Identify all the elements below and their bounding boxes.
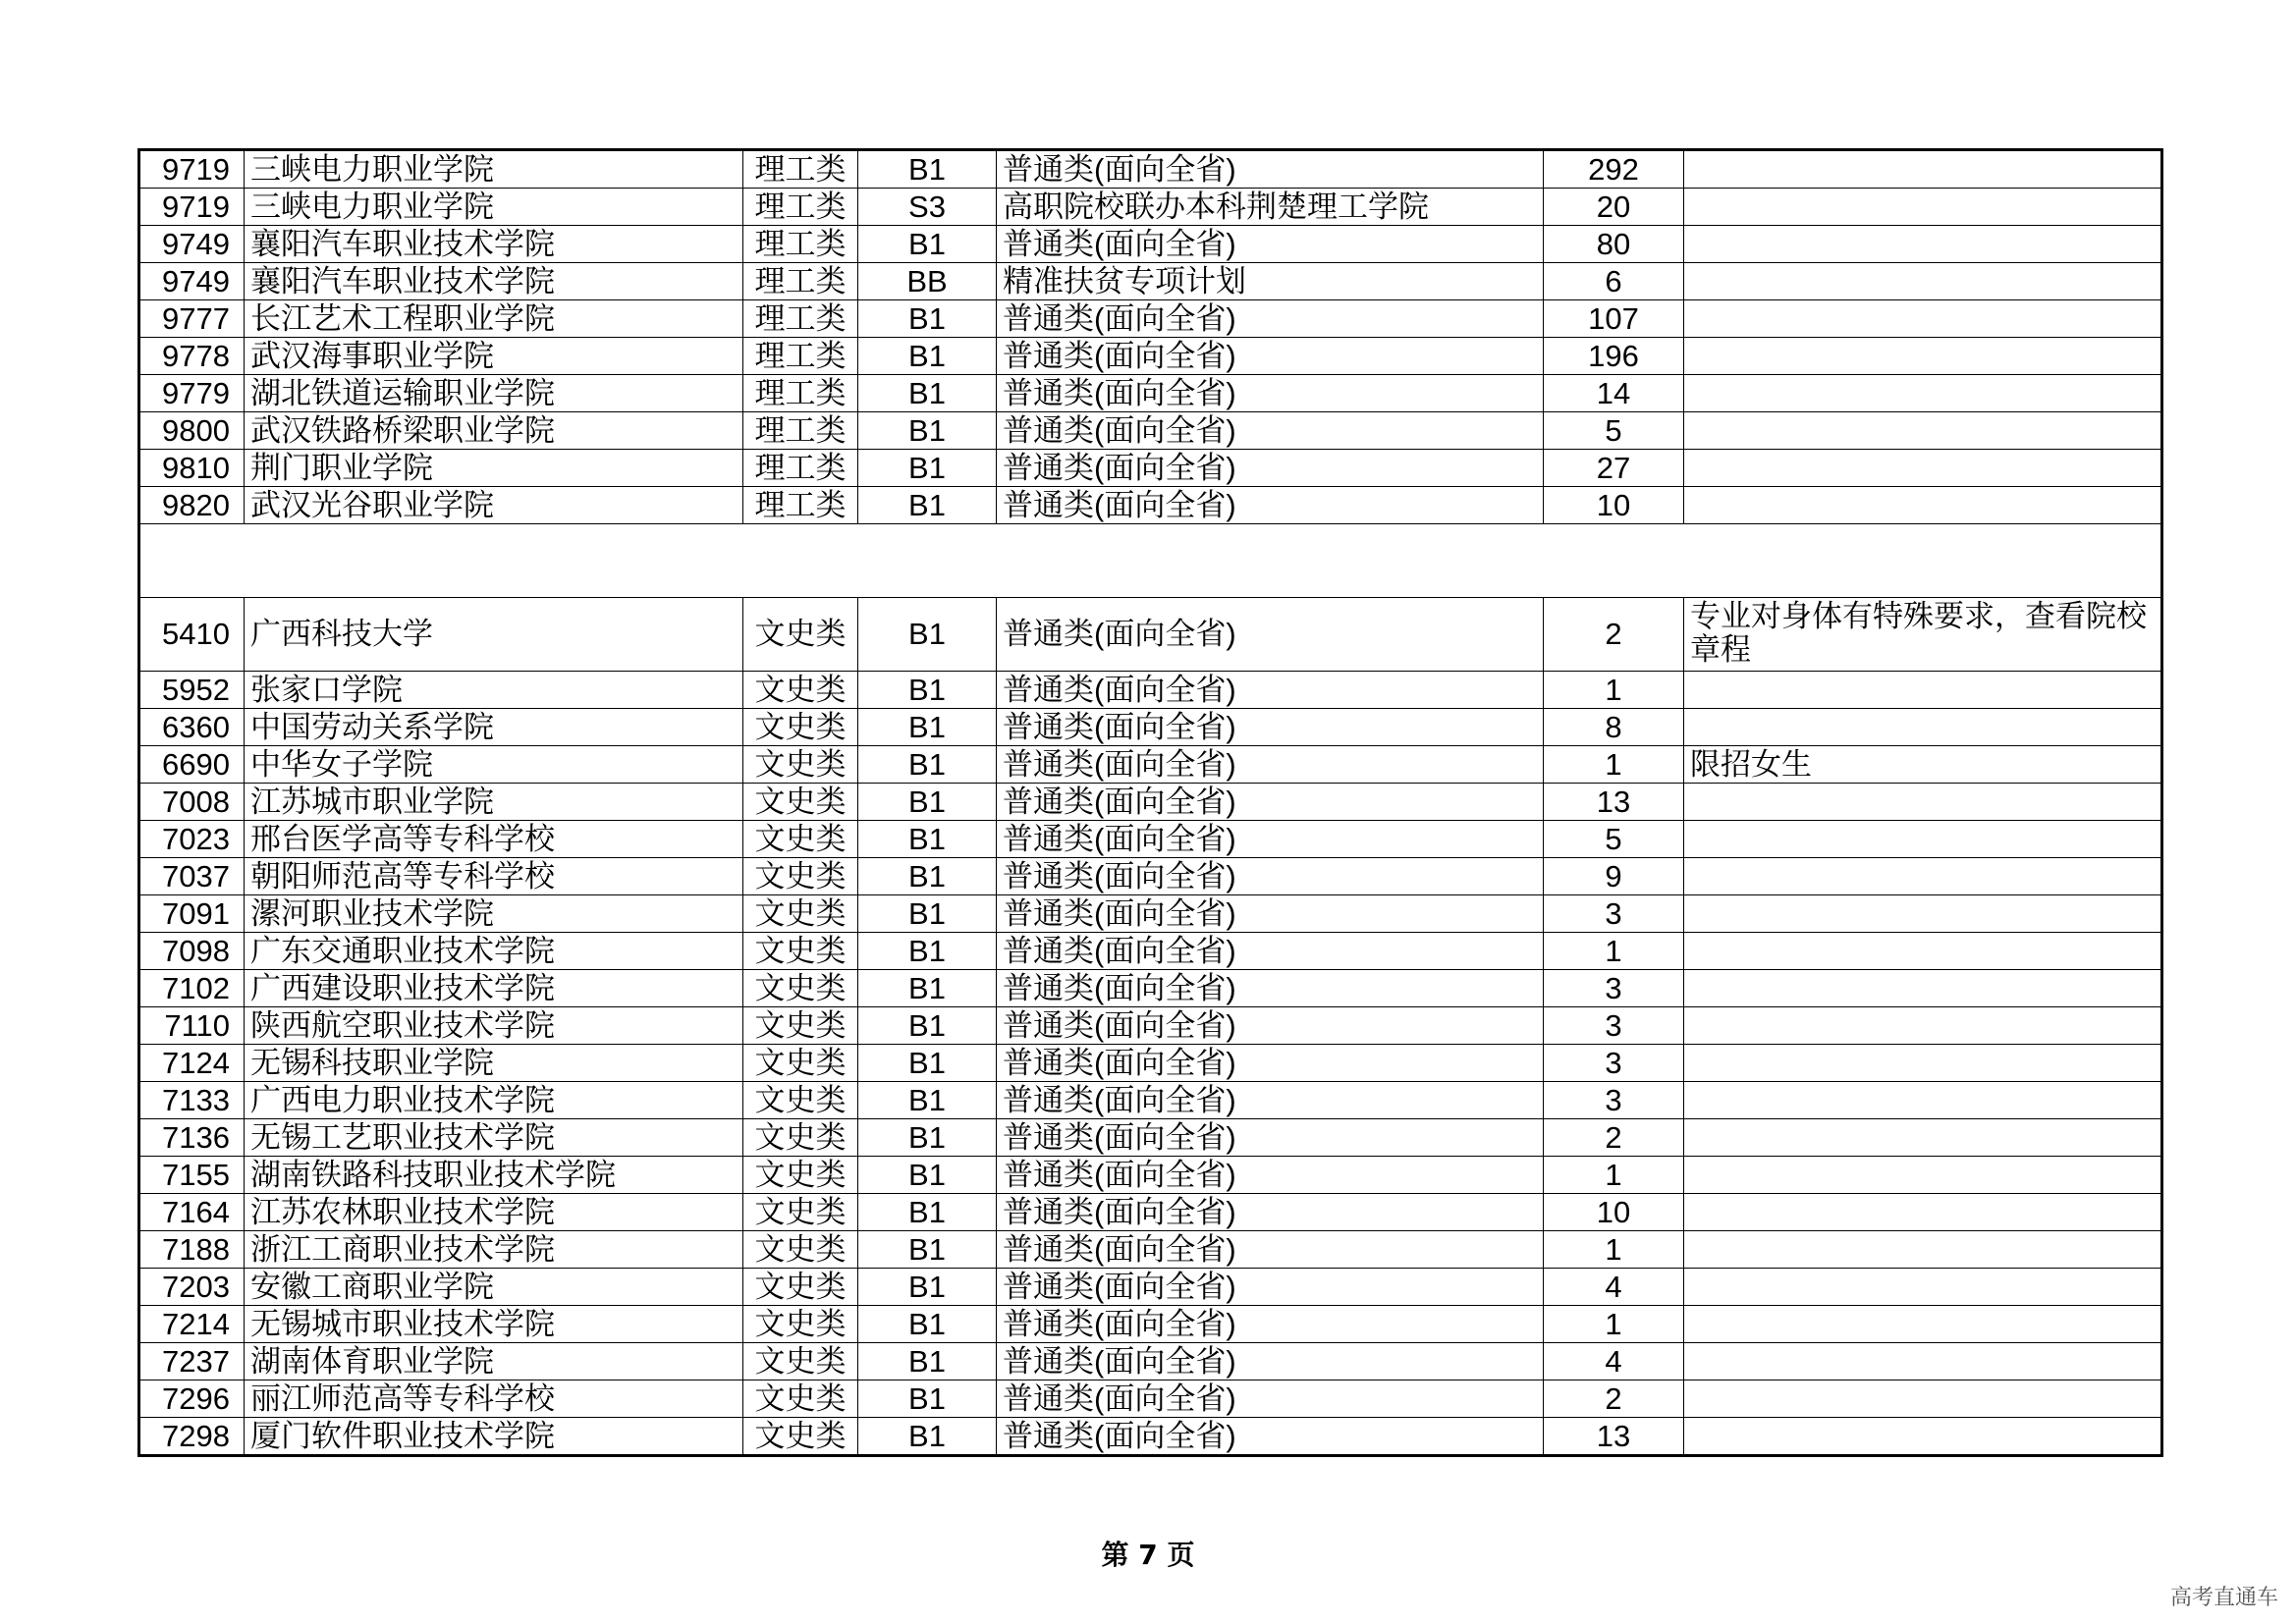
batch-cell: B1 xyxy=(858,375,997,412)
batch-cell: B1 xyxy=(858,1269,997,1306)
school-name-cell: 武汉铁路桥梁职业学院 xyxy=(245,412,743,450)
plan-count-cell: 3 xyxy=(1544,895,1684,933)
category-cell: 文史类 xyxy=(743,1380,858,1418)
school-name-cell: 无锡科技职业学院 xyxy=(245,1045,743,1082)
remark-cell xyxy=(1684,1343,2162,1380)
category-cell: 文史类 xyxy=(743,709,858,746)
category-cell: 理工类 xyxy=(743,300,858,338)
table-row xyxy=(139,1231,2162,1269)
table-row xyxy=(139,300,2162,338)
plan-type-cell: 普通类(面向全省) xyxy=(997,1045,1544,1082)
table-row xyxy=(139,784,2162,821)
plan-type-cell: 普通类(面向全省) xyxy=(997,746,1544,784)
category-cell: 文史类 xyxy=(743,1082,858,1119)
table-row xyxy=(139,1082,2162,1119)
remark-cell xyxy=(1684,450,2162,487)
plan-type-cell: 普通类(面向全省) xyxy=(997,1082,1544,1119)
table-row xyxy=(139,858,2162,895)
category-cell: 文史类 xyxy=(743,746,858,784)
school-name-cell: 朝阳师范高等专科学校 xyxy=(245,858,743,895)
batch-cell: B1 xyxy=(858,1119,997,1157)
school-code-cell: 9779 xyxy=(139,375,245,412)
remark-cell xyxy=(1684,933,2162,970)
plan-count-cell: 10 xyxy=(1544,487,1684,524)
category-cell: 理工类 xyxy=(743,450,858,487)
table-row xyxy=(139,933,2162,970)
school-name-cell: 武汉光谷职业学院 xyxy=(245,487,743,524)
batch-cell: B1 xyxy=(858,1045,997,1082)
batch-cell: B1 xyxy=(858,1380,997,1418)
school-name-cell: 江苏城市职业学院 xyxy=(245,784,743,821)
remark-cell xyxy=(1684,858,2162,895)
school-name-cell: 中华女子学院 xyxy=(245,746,743,784)
plan-count-cell: 13 xyxy=(1544,1418,1684,1456)
batch-cell: B1 xyxy=(858,858,997,895)
batch-cell: B1 xyxy=(858,1082,997,1119)
table-row xyxy=(139,1045,2162,1082)
category-cell: 理工类 xyxy=(743,338,858,375)
plan-count-cell: 9 xyxy=(1544,858,1684,895)
plan-count-cell: 5 xyxy=(1544,412,1684,450)
plan-type-cell: 普通类(面向全省) xyxy=(997,226,1544,263)
plan-type-cell: 普通类(面向全省) xyxy=(997,300,1544,338)
category-cell: 理工类 xyxy=(743,412,858,450)
remark-cell xyxy=(1684,895,2162,933)
school-code-cell: 9778 xyxy=(139,338,245,375)
school-code-cell: 7298 xyxy=(139,1418,245,1456)
school-name-cell: 广西建设职业技术学院 xyxy=(245,970,743,1007)
plan-count-cell: 196 xyxy=(1544,338,1684,375)
remark-cell xyxy=(1684,709,2162,746)
plan-type-cell: 普通类(面向全省) xyxy=(997,450,1544,487)
batch-cell: B1 xyxy=(858,970,997,1007)
table-row xyxy=(139,1119,2162,1157)
plan-type-cell: 普通类(面向全省) xyxy=(997,1231,1544,1269)
category-cell: 理工类 xyxy=(743,189,858,226)
plan-count-cell: 1 xyxy=(1544,1306,1684,1343)
remark-cell xyxy=(1684,1082,2162,1119)
batch-cell: B1 xyxy=(858,1157,997,1194)
school-code-cell: 7008 xyxy=(139,784,245,821)
plan-count-cell: 13 xyxy=(1544,784,1684,821)
category-cell: 文史类 xyxy=(743,1119,858,1157)
school-code-cell: 9800 xyxy=(139,412,245,450)
category-cell: 文史类 xyxy=(743,672,858,709)
category-cell: 文史类 xyxy=(743,1157,858,1194)
batch-cell: B1 xyxy=(858,784,997,821)
plan-type-cell: 普通类(面向全省) xyxy=(997,1343,1544,1380)
plan-type-cell: 高职院校联办本科荆楚理工学院 xyxy=(997,189,1544,226)
table-row xyxy=(139,970,2162,1007)
plan-type-cell: 普通类(面向全省) xyxy=(997,970,1544,1007)
plan-type-cell: 普通类(面向全省) xyxy=(997,150,1544,189)
batch-cell: B1 xyxy=(858,1343,997,1380)
batch-cell: B1 xyxy=(858,1231,997,1269)
school-code-cell: 7091 xyxy=(139,895,245,933)
category-cell: 理工类 xyxy=(743,263,858,300)
plan-type-cell: 普通类(面向全省) xyxy=(997,1007,1544,1045)
table-row xyxy=(139,1007,2162,1045)
plan-count-cell: 14 xyxy=(1544,375,1684,412)
school-code-cell: 7188 xyxy=(139,1231,245,1269)
plan-count-cell: 4 xyxy=(1544,1269,1684,1306)
plan-count-cell: 1 xyxy=(1544,1231,1684,1269)
school-code-cell: 9719 xyxy=(139,150,245,189)
plan-type-cell: 普通类(面向全省) xyxy=(997,412,1544,450)
plan-count-cell: 3 xyxy=(1544,1082,1684,1119)
batch-cell: B1 xyxy=(858,1007,997,1045)
school-name-cell: 三峡电力职业学院 xyxy=(245,189,743,226)
table-row xyxy=(139,150,2162,189)
plan-type-cell: 普通类(面向全省) xyxy=(997,487,1544,524)
remark-cell xyxy=(1684,1306,2162,1343)
plan-type-cell: 精准扶贫专项计划 xyxy=(997,263,1544,300)
section-gap-cell xyxy=(139,524,2162,598)
table-row xyxy=(139,1418,2162,1456)
school-name-cell: 广西电力职业技术学院 xyxy=(245,1082,743,1119)
remark-cell xyxy=(1684,1194,2162,1231)
plan-count-cell: 2 xyxy=(1544,1119,1684,1157)
plan-type-cell: 普通类(面向全省) xyxy=(997,1119,1544,1157)
category-cell: 文史类 xyxy=(743,1343,858,1380)
remark-cell xyxy=(1684,189,2162,226)
table-row xyxy=(139,375,2162,412)
table-row xyxy=(139,746,2162,784)
school-code-cell: 6360 xyxy=(139,709,245,746)
remark-cell xyxy=(1684,487,2162,524)
table-row xyxy=(139,1194,2162,1231)
school-code-cell: 7110 xyxy=(139,1007,245,1045)
school-code-cell: 7102 xyxy=(139,970,245,1007)
school-name-cell: 广东交通职业技术学院 xyxy=(245,933,743,970)
category-cell: 文史类 xyxy=(743,858,858,895)
school-code-cell: 9820 xyxy=(139,487,245,524)
plan-count-cell: 20 xyxy=(1544,189,1684,226)
batch-cell: B1 xyxy=(858,709,997,746)
category-cell: 文史类 xyxy=(743,598,858,672)
school-name-cell: 无锡城市职业技术学院 xyxy=(245,1306,743,1343)
table-row xyxy=(139,412,2162,450)
table-row xyxy=(139,709,2162,746)
remark-cell xyxy=(1684,263,2162,300)
plan-count-cell: 2 xyxy=(1544,598,1684,672)
remark-cell xyxy=(1684,150,2162,189)
school-code-cell: 6690 xyxy=(139,746,245,784)
category-cell: 文史类 xyxy=(743,1045,858,1082)
category-cell: 文史类 xyxy=(743,821,858,858)
table-row xyxy=(139,598,2162,672)
remark-cell xyxy=(1684,338,2162,375)
table-row xyxy=(139,487,2162,524)
category-cell: 文史类 xyxy=(743,1007,858,1045)
remark-cell xyxy=(1684,1007,2162,1045)
category-cell: 文史类 xyxy=(743,1269,858,1306)
school-code-cell: 7296 xyxy=(139,1380,245,1418)
category-cell: 文史类 xyxy=(743,1194,858,1231)
batch-cell: B1 xyxy=(858,746,997,784)
school-code-cell: 7237 xyxy=(139,1343,245,1380)
table-row xyxy=(139,450,2162,487)
table-row xyxy=(139,1380,2162,1418)
school-name-cell: 厦门软件职业技术学院 xyxy=(245,1418,743,1456)
school-name-cell: 襄阳汽车职业技术学院 xyxy=(245,226,743,263)
school-code-cell: 7214 xyxy=(139,1306,245,1343)
category-cell: 文史类 xyxy=(743,1418,858,1456)
school-code-cell: 7155 xyxy=(139,1157,245,1194)
school-code-cell: 9749 xyxy=(139,263,245,300)
batch-cell: B1 xyxy=(858,821,997,858)
table-row xyxy=(139,1343,2162,1380)
school-code-cell: 9749 xyxy=(139,226,245,263)
plan-count-cell: 5 xyxy=(1544,821,1684,858)
category-cell: 文史类 xyxy=(743,895,858,933)
plan-type-cell: 普通类(面向全省) xyxy=(997,895,1544,933)
school-code-cell: 5952 xyxy=(139,672,245,709)
school-code-cell: 7203 xyxy=(139,1269,245,1306)
plan-type-cell: 普通类(面向全省) xyxy=(997,709,1544,746)
plan-count-cell: 1 xyxy=(1544,933,1684,970)
school-code-cell: 7136 xyxy=(139,1119,245,1157)
plan-count-cell: 8 xyxy=(1544,709,1684,746)
plan-count-cell: 292 xyxy=(1544,150,1684,189)
school-name-cell: 漯河职业技术学院 xyxy=(245,895,743,933)
school-name-cell: 荆门职业学院 xyxy=(245,450,743,487)
batch-cell: B1 xyxy=(858,895,997,933)
school-name-cell: 武汉海事职业学院 xyxy=(245,338,743,375)
school-name-cell: 浙江工商职业技术学院 xyxy=(245,1231,743,1269)
school-name-cell: 江苏农林职业技术学院 xyxy=(245,1194,743,1231)
plan-type-cell: 普通类(面向全省) xyxy=(997,933,1544,970)
school-name-cell: 张家口学院 xyxy=(245,672,743,709)
enrollment-plan-table xyxy=(137,148,2163,1457)
plan-type-cell: 普通类(面向全省) xyxy=(997,1194,1544,1231)
table-row xyxy=(139,672,2162,709)
school-code-cell: 7098 xyxy=(139,933,245,970)
school-code-cell: 9777 xyxy=(139,300,245,338)
plan-count-cell: 6 xyxy=(1544,263,1684,300)
plan-type-cell: 普通类(面向全省) xyxy=(997,598,1544,672)
plan-type-cell: 普通类(面向全省) xyxy=(997,858,1544,895)
table-row xyxy=(139,338,2162,375)
category-cell: 文史类 xyxy=(743,784,858,821)
batch-cell: S3 xyxy=(858,189,997,226)
remark-cell xyxy=(1684,1380,2162,1418)
category-cell: 文史类 xyxy=(743,1306,858,1343)
school-name-cell: 三峡电力职业学院 xyxy=(245,150,743,189)
remark-cell xyxy=(1684,1418,2162,1456)
batch-cell: B1 xyxy=(858,1194,997,1231)
table-row xyxy=(139,1157,2162,1194)
plan-type-cell: 普通类(面向全省) xyxy=(997,1418,1544,1456)
school-name-cell: 湖南铁路科技职业技术学院 xyxy=(245,1157,743,1194)
remark-cell xyxy=(1684,1157,2162,1194)
batch-cell: B1 xyxy=(858,300,997,338)
remark-cell: 专业对身体有特殊要求，查看院校章程 xyxy=(1684,598,2162,672)
section-gap-row xyxy=(139,524,2162,598)
plan-type-cell: 普通类(面向全省) xyxy=(997,1269,1544,1306)
category-cell: 理工类 xyxy=(743,487,858,524)
batch-cell: B1 xyxy=(858,450,997,487)
table-body xyxy=(139,150,2162,1456)
school-name-cell: 长江艺术工程职业学院 xyxy=(245,300,743,338)
category-cell: 理工类 xyxy=(743,226,858,263)
remark-cell xyxy=(1684,375,2162,412)
remark-cell xyxy=(1684,672,2162,709)
remark-cell xyxy=(1684,300,2162,338)
plan-count-cell: 107 xyxy=(1544,300,1684,338)
remark-cell xyxy=(1684,1119,2162,1157)
school-code-cell: 9810 xyxy=(139,450,245,487)
plan-count-cell: 3 xyxy=(1544,970,1684,1007)
batch-cell: B1 xyxy=(858,933,997,970)
remark-cell xyxy=(1684,1045,2162,1082)
category-cell: 文史类 xyxy=(743,970,858,1007)
table-row xyxy=(139,1269,2162,1306)
remark-cell xyxy=(1684,412,2162,450)
school-code-cell: 9719 xyxy=(139,189,245,226)
table-row xyxy=(139,895,2162,933)
plan-type-cell: 普通类(面向全省) xyxy=(997,784,1544,821)
plan-type-cell: 普通类(面向全省) xyxy=(997,1306,1544,1343)
school-name-cell: 湖北铁道运输职业学院 xyxy=(245,375,743,412)
category-cell: 理工类 xyxy=(743,375,858,412)
remark-cell: 限招女生 xyxy=(1684,746,2162,784)
category-cell: 理工类 xyxy=(743,150,858,189)
batch-cell: B1 xyxy=(858,1306,997,1343)
school-name-cell: 邢台医学高等专科学校 xyxy=(245,821,743,858)
school-name-cell: 无锡工艺职业技术学院 xyxy=(245,1119,743,1157)
school-code-cell: 7037 xyxy=(139,858,245,895)
plan-type-cell: 普通类(面向全省) xyxy=(997,338,1544,375)
plan-count-cell: 1 xyxy=(1544,746,1684,784)
batch-cell: B1 xyxy=(858,150,997,189)
school-code-cell: 7124 xyxy=(139,1045,245,1082)
plan-type-cell: 普通类(面向全省) xyxy=(997,1380,1544,1418)
plan-type-cell: 普通类(面向全省) xyxy=(997,672,1544,709)
plan-type-cell: 普通类(面向全省) xyxy=(997,375,1544,412)
watermark-text: 高考直通车 xyxy=(2169,1586,2278,1610)
plan-count-cell: 27 xyxy=(1544,450,1684,487)
batch-cell: B1 xyxy=(858,226,997,263)
remark-cell xyxy=(1684,226,2162,263)
school-code-cell: 7023 xyxy=(139,821,245,858)
plan-count-cell: 2 xyxy=(1544,1380,1684,1418)
page-number: 第 7 页 xyxy=(1101,1539,1195,1571)
table-row xyxy=(139,821,2162,858)
plan-count-cell: 80 xyxy=(1544,226,1684,263)
batch-cell: B1 xyxy=(858,338,997,375)
remark-cell xyxy=(1684,970,2162,1007)
school-name-cell: 中国劳动关系学院 xyxy=(245,709,743,746)
plan-count-cell: 1 xyxy=(1544,1157,1684,1194)
school-name-cell: 湖南体育职业学院 xyxy=(245,1343,743,1380)
school-code-cell: 5410 xyxy=(139,598,245,672)
plan-count-cell: 10 xyxy=(1544,1194,1684,1231)
batch-cell: B1 xyxy=(858,672,997,709)
school-code-cell: 7164 xyxy=(139,1194,245,1231)
remark-cell xyxy=(1684,1231,2162,1269)
category-cell: 文史类 xyxy=(743,933,858,970)
plan-count-cell: 1 xyxy=(1544,672,1684,709)
batch-cell: BB xyxy=(858,263,997,300)
batch-cell: B1 xyxy=(858,487,997,524)
plan-count-cell: 3 xyxy=(1544,1045,1684,1082)
school-code-cell: 7133 xyxy=(139,1082,245,1119)
remark-cell xyxy=(1684,1269,2162,1306)
batch-cell: B1 xyxy=(858,1418,997,1456)
school-name-cell: 襄阳汽车职业技术学院 xyxy=(245,263,743,300)
plan-count-cell: 3 xyxy=(1544,1007,1684,1045)
school-name-cell: 广西科技大学 xyxy=(245,598,743,672)
plan-count-cell: 4 xyxy=(1544,1343,1684,1380)
table-row xyxy=(139,1306,2162,1343)
table-row xyxy=(139,226,2162,263)
remark-cell xyxy=(1684,821,2162,858)
plan-type-cell: 普通类(面向全省) xyxy=(997,821,1544,858)
batch-cell: B1 xyxy=(858,598,997,672)
table-row xyxy=(139,189,2162,226)
remark-cell xyxy=(1684,784,2162,821)
category-cell: 文史类 xyxy=(743,1231,858,1269)
school-name-cell: 陕西航空职业技术学院 xyxy=(245,1007,743,1045)
school-name-cell: 安徽工商职业学院 xyxy=(245,1269,743,1306)
plan-type-cell: 普通类(面向全省) xyxy=(997,1157,1544,1194)
table-row xyxy=(139,263,2162,300)
school-name-cell: 丽江师范高等专科学校 xyxy=(245,1380,743,1418)
batch-cell: B1 xyxy=(858,412,997,450)
